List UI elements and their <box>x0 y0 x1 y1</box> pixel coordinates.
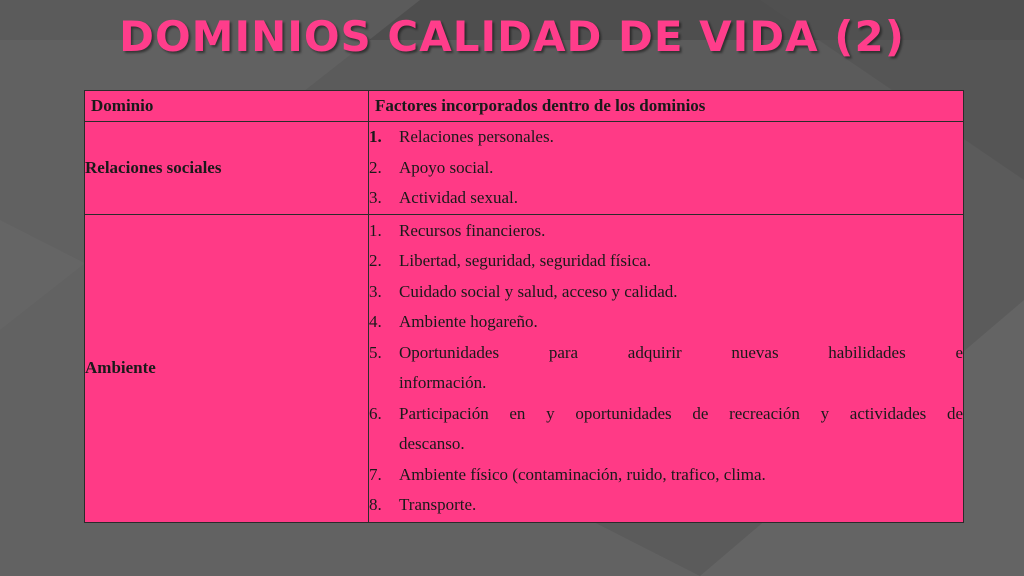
item-text-line-1: Oportunidades para adquirir nuevas habilidades e <box>399 342 963 362</box>
domains-table <box>84 90 964 523</box>
factors-cell <box>369 122 964 215</box>
list-item <box>369 277 963 308</box>
item-text: Cuidado social y salud, acceso y calidad. <box>399 281 678 301</box>
factors-cell <box>369 214 964 522</box>
item-number: 1. <box>369 220 382 240</box>
table-row <box>85 214 964 522</box>
domain-name: Ambiente <box>85 214 369 522</box>
list-item <box>369 216 963 247</box>
item-text: Transporte. <box>399 495 477 514</box>
item-number: 1. <box>369 127 382 146</box>
list-item <box>369 183 963 214</box>
list-item <box>369 246 963 277</box>
item-number: 8. <box>369 495 382 514</box>
item-text: Ambiente hogareño. <box>399 312 538 331</box>
item-text-wrapped <box>399 338 963 399</box>
domain-name: Relaciones sociales <box>85 122 369 215</box>
list-item <box>369 338 963 399</box>
table-row <box>85 122 964 215</box>
item-text-line-2: información. <box>399 373 487 392</box>
item-text-wrapped <box>399 399 963 460</box>
table-header-row <box>85 91 964 122</box>
item-number: 4. <box>369 312 382 331</box>
list-item <box>369 399 963 460</box>
item-text: Libertad, seguridad, seguridad física. <box>399 251 652 270</box>
list-item <box>369 122 963 153</box>
factor-list <box>369 122 963 214</box>
item-text: Relaciones personales. <box>399 127 554 146</box>
item-text: Apoyo social. <box>399 157 494 177</box>
item-text: Ambiente físico (contaminación, ruido, trafico, clima. <box>399 464 766 484</box>
item-number: 7. <box>369 464 382 484</box>
header-factors: Factores incorporados dentro de los dominios <box>369 91 964 122</box>
item-text: Actividad sexual. <box>399 188 518 207</box>
item-text: Recursos financieros. <box>399 220 546 240</box>
item-number: 2. <box>369 251 382 270</box>
item-number: 3. <box>369 281 382 301</box>
list-item <box>369 307 963 338</box>
slide-title: DOMINIOS CALIDAD DE VIDA (2) <box>119 12 905 61</box>
item-text-line-1: Participación en y oportunidades de recreación y actividades de <box>399 403 963 423</box>
item-number: 2. <box>369 157 382 177</box>
factor-list <box>369 216 963 521</box>
item-text-line-2: descanso. <box>399 434 465 453</box>
item-number: 3. <box>369 188 382 207</box>
list-item <box>369 490 963 521</box>
header-domain: Dominio <box>85 91 369 122</box>
list-item <box>369 460 963 491</box>
list-item <box>369 153 963 184</box>
item-number: 6. <box>369 403 382 423</box>
item-number: 5. <box>369 342 382 362</box>
